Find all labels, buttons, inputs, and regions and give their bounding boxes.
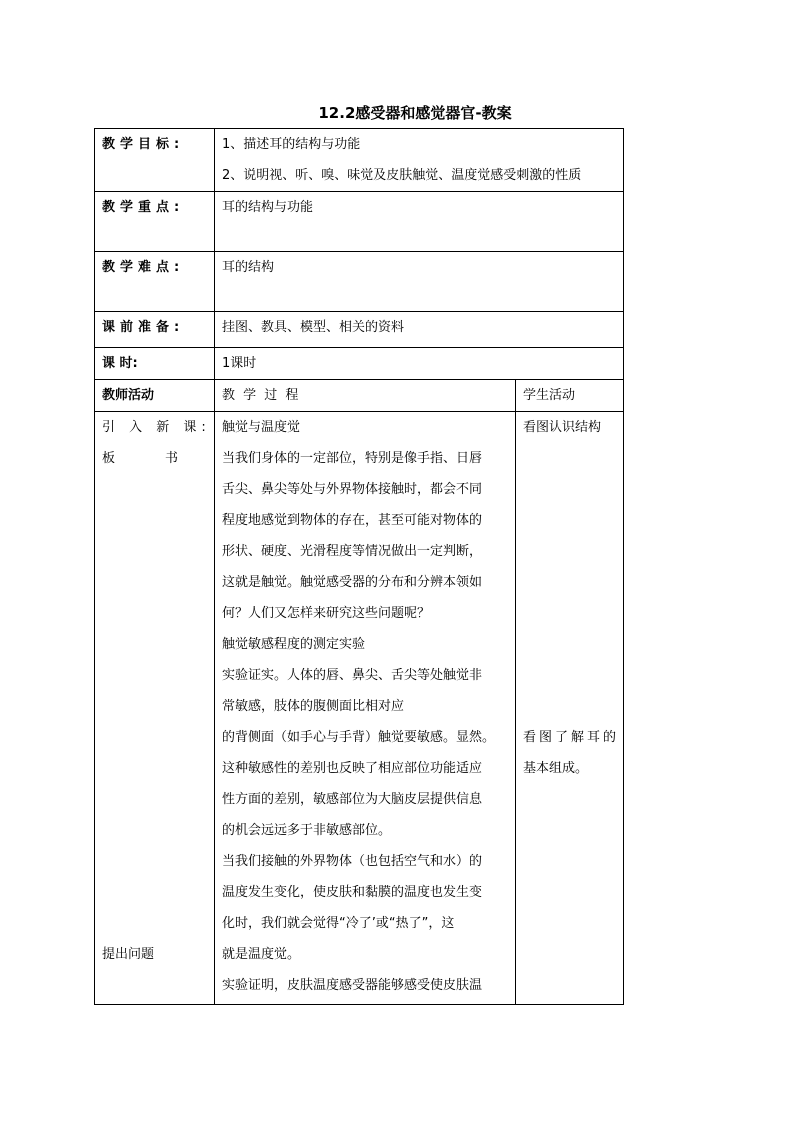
teaching-goals-label: 教学目标: <box>102 137 185 152</box>
process-line: 性方面的差别，敏感部位为大脑皮层提供信息 <box>222 792 483 807</box>
row-teaching-goals <box>95 129 624 192</box>
row-duration <box>95 348 624 380</box>
duration-label <box>102 348 194 379</box>
activity-header-row <box>95 380 624 412</box>
process-line: 何？人们又怎样来研究这些问题呢？ <box>222 606 431 621</box>
student-activity-item: 看图了解耳的 <box>523 730 620 745</box>
process-line: 形状、硬度、光滑程度等情况做出一定判断， <box>222 544 483 559</box>
difficulties-label: 教学难点: <box>102 260 185 275</box>
blackboard-writing <box>102 443 178 474</box>
student-activity-item: 看图认识结构 <box>523 420 602 435</box>
student-activity-cell <box>516 412 624 1005</box>
goal-item: 2、说明视、听、嗅、味觉及皮肤触觉、温度觉感受刺激的性质 <box>222 168 582 183</box>
row-preparation <box>95 312 624 348</box>
teaching-process-text <box>222 412 515 1001</box>
teacher-activity-header: 教师活动 <box>102 388 155 403</box>
value-cell <box>215 192 624 252</box>
value-cell <box>215 252 624 312</box>
process-line: 的背侧面（如手心与手背）触觉要敏感。显然。 <box>222 730 496 745</box>
process-line: 这就是触觉。触觉感受器的分布和分辨本领如 <box>222 575 483 590</box>
student-activity-group <box>523 722 619 784</box>
preparation-label: 课前准备: <box>102 320 185 335</box>
process-line: 温度发生变化，使皮肤和黏膜的温度也发生变 <box>222 885 483 900</box>
teaching-process-cell <box>215 412 516 1005</box>
label-cell <box>95 312 215 348</box>
header-cell <box>215 380 516 412</box>
process-line: 当我们接触的外界物体（也包括空气和水）的 <box>222 854 483 869</box>
duration-label-right: 时: <box>119 356 138 371</box>
process-line: 实验证实。人体的唇、鼻尖、舌尖等处触觉非 <box>222 668 483 683</box>
process-line: 常敏感，肢体的腹侧面比相对应 <box>222 699 405 714</box>
process-line: 舌尖、鼻尖等处与外界物体接触时，都会不同 <box>222 482 483 497</box>
intro-new-lesson: 引 入 新 课: <box>102 420 211 435</box>
teacher-activity-cell <box>95 412 215 1005</box>
process-line: 触觉敏感程度的测定实验 <box>222 637 366 652</box>
value-cell <box>215 312 624 348</box>
duration-value: 1课时 <box>222 356 257 371</box>
difficulties-value: 耳的结构 <box>222 260 275 275</box>
board-left: 板 <box>102 451 116 466</box>
process-line: 的机会远远多于非敏感部位。 <box>222 823 392 838</box>
label-cell <box>95 252 215 312</box>
header-cell <box>516 380 624 412</box>
teacher-activity-list <box>102 412 214 1004</box>
duration-label-left: 课 <box>102 356 116 371</box>
student-activity-header: 学生活动 <box>523 388 576 403</box>
value-cell <box>215 348 624 380</box>
student-activity-item: 基本组成。 <box>523 761 589 776</box>
process-line: 当我们身体的一定部位，特别是像手指、日唇 <box>222 451 483 466</box>
process-line: 触觉与温度觉 <box>222 420 301 435</box>
row-difficulties <box>95 252 624 312</box>
process-line: 就是温度觉。 <box>222 947 301 962</box>
preparation-value: 挂图、教具、模型、相关的资料 <box>222 320 405 335</box>
key-points-label: 教学重点: <box>102 200 185 215</box>
process-line: 程度地感觉到物体的存在，甚至可能对物体的 <box>222 513 483 528</box>
page-title: 12.2感受器和感觉器官-教案 <box>318 104 512 122</box>
key-points-value: 耳的结构与功能 <box>222 200 314 215</box>
label-cell <box>95 348 215 380</box>
label-cell <box>95 129 215 192</box>
board-right: 书 <box>164 451 178 466</box>
label-cell <box>95 192 215 252</box>
lesson-plan-table <box>94 128 624 1005</box>
process-line: 实验证明，皮肤温度感受器能够感受使皮肤温 <box>222 978 483 993</box>
process-line: 化时，我们就会觉得“冷了’或“热了”，这 <box>222 916 455 931</box>
student-activity-list <box>523 412 623 1004</box>
teaching-process-header: 教 学 过 程 <box>222 388 301 403</box>
raise-question: 提出问题 <box>102 947 155 962</box>
header-cell <box>95 380 215 412</box>
goal-item: 1、描述耳的结构与功能 <box>222 137 361 152</box>
activity-body-row <box>95 412 624 1005</box>
process-line: 这种敏感性的差别也反映了相应部位功能适应 <box>222 761 483 776</box>
row-key-points <box>95 192 624 252</box>
value-cell <box>215 129 624 192</box>
